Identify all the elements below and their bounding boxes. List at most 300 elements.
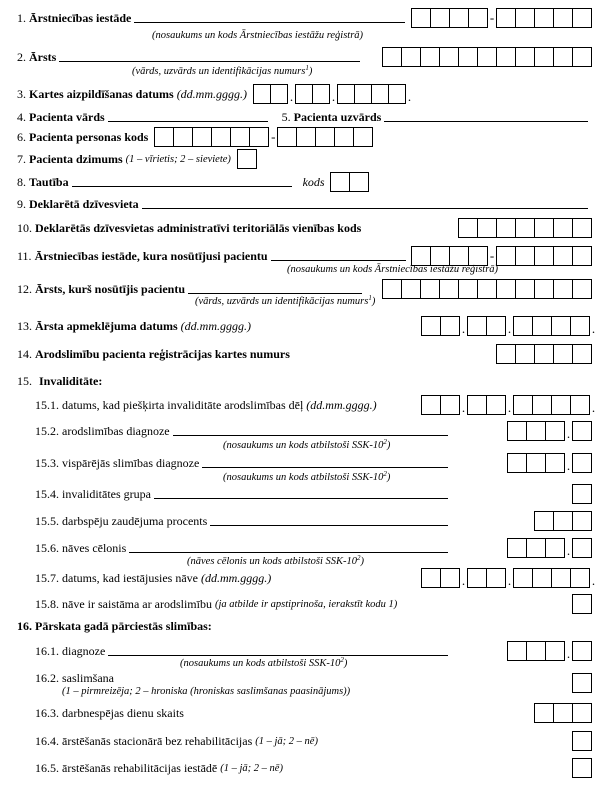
entry-box bbox=[513, 395, 533, 415]
field-2-caption bbox=[132, 66, 312, 78]
field-15-7-number: 15.7. bbox=[35, 570, 59, 585]
field-10-number: 10. bbox=[17, 220, 32, 235]
field-8-code-label: kods bbox=[302, 174, 325, 189]
field-15-6-caption-text: (nāves cēlonis un kods atbilstoši SSK-10 bbox=[187, 556, 358, 567]
entry-box bbox=[534, 218, 554, 238]
entry-box bbox=[534, 47, 554, 67]
entry-box bbox=[515, 279, 535, 299]
entry-box bbox=[477, 47, 497, 67]
field-1-label: Ārstniecības iestāde bbox=[29, 10, 132, 25]
field-1-caption bbox=[152, 30, 363, 42]
entry-box bbox=[468, 246, 488, 266]
field-15-3-caption-text: (nosaukums un kods atbilstoši SSK-10 bbox=[223, 472, 384, 483]
field-9-underline bbox=[142, 194, 588, 209]
section-16-heading bbox=[17, 616, 592, 636]
field-16-1-label: diagnoze bbox=[62, 643, 106, 658]
field-15-4-underline bbox=[154, 484, 448, 499]
footnote-marker: 2 bbox=[383, 470, 387, 478]
entry-box bbox=[354, 84, 372, 104]
field-16-4-hint: (1 – jā; 2 – nē) bbox=[255, 735, 318, 747]
field-16-1-underline bbox=[108, 641, 448, 656]
field-2-label: Ārsts bbox=[29, 49, 57, 64]
dot-separator: . bbox=[566, 543, 571, 558]
field-12-number: 12. bbox=[17, 281, 32, 296]
field-15-3-label: vispārējās slimības diagnoze bbox=[62, 455, 200, 470]
entry-box bbox=[486, 395, 506, 415]
entry-box bbox=[439, 47, 459, 67]
entry-box bbox=[553, 344, 573, 364]
entry-box bbox=[572, 421, 592, 441]
field-8-number: 8. bbox=[17, 174, 26, 189]
entry-box bbox=[401, 279, 421, 299]
field-16-3-number: 16.3. bbox=[35, 705, 59, 720]
field-13-number: 13. bbox=[17, 318, 32, 333]
field-15-2-code-boxes bbox=[507, 421, 592, 441]
field-7-number: 7. bbox=[17, 151, 26, 166]
entry-box bbox=[572, 538, 592, 558]
field-6-code-boxes bbox=[154, 127, 373, 147]
field-12-caption-text: (vārds, uzvārds un identifikācijas numurs bbox=[195, 296, 369, 307]
entry-box bbox=[449, 8, 469, 28]
entry-box bbox=[572, 8, 592, 28]
entry-box bbox=[534, 511, 554, 531]
field-2-id-boxes bbox=[382, 47, 592, 67]
field-15-7-hint: (dd.mm.gggg.) bbox=[200, 570, 272, 585]
field-7-label: Pacienta dzimums bbox=[29, 151, 123, 166]
field-12-underline bbox=[188, 279, 362, 294]
field-15-5-underline bbox=[210, 511, 448, 526]
dot-separator: . bbox=[461, 400, 466, 415]
entry-box bbox=[553, 279, 573, 299]
entry-box bbox=[545, 641, 565, 661]
entry-box bbox=[570, 568, 590, 588]
field-16-5-number: 16.5. bbox=[35, 760, 59, 775]
field-16-1-caption bbox=[180, 658, 347, 670]
entry-box bbox=[572, 47, 592, 67]
field-15-7-date-boxes bbox=[421, 568, 597, 588]
field-1-caption-text: (nosaukums un kods Ārstniecības iestāžu reģistrā) bbox=[152, 30, 364, 41]
entry-box bbox=[572, 344, 592, 364]
field-15-5-row bbox=[35, 511, 592, 531]
entry-box bbox=[249, 127, 269, 147]
entry-box bbox=[507, 421, 527, 441]
field-12-caption bbox=[195, 296, 375, 308]
field-3-label: Kartes aizpildīšanas datums bbox=[29, 86, 174, 101]
field-15-5-percent-boxes bbox=[534, 511, 592, 531]
entry-box bbox=[477, 218, 497, 238]
field-16-3-row bbox=[35, 703, 592, 723]
field-15-2-number: 15.2. bbox=[35, 423, 59, 438]
entry-box bbox=[551, 316, 571, 336]
field-15-8-hint: (ja atbilde ir apstiprinoša, ierakstīt kodu 1) bbox=[214, 598, 398, 610]
entry-box bbox=[515, 47, 535, 67]
entry-box bbox=[315, 127, 335, 147]
entry-box bbox=[295, 84, 313, 104]
field-15-number: 15. bbox=[17, 373, 32, 388]
field-15-2-underline bbox=[173, 421, 448, 436]
entry-box bbox=[553, 8, 573, 28]
field-16-2-code-box bbox=[572, 673, 592, 693]
field-4-number: 4. bbox=[17, 109, 26, 124]
field-15-6-number: 15.6. bbox=[35, 540, 59, 555]
field-11-code-boxes bbox=[411, 246, 592, 266]
field-15-1-hint: (dd.mm.gggg.) bbox=[306, 397, 377, 412]
entry-box bbox=[572, 218, 592, 238]
field-10-label: Deklarētās dzīvesvietas administratīvi teritoriālās vienības kods bbox=[35, 220, 362, 235]
entry-box bbox=[440, 568, 460, 588]
field-14-row bbox=[17, 344, 592, 364]
field-13-date-boxes bbox=[421, 316, 597, 336]
entry-box bbox=[467, 568, 487, 588]
field-1-code-boxes bbox=[411, 8, 592, 28]
entry-box bbox=[401, 47, 421, 67]
field-16-5-hint: (1 – jā; 2 – nē) bbox=[220, 762, 283, 774]
field-4-5-row bbox=[17, 107, 592, 127]
field-16-2-label: saslimšana bbox=[62, 670, 114, 685]
entry-box bbox=[532, 395, 552, 415]
entry-box bbox=[458, 279, 478, 299]
entry-box bbox=[173, 127, 193, 147]
field-16-1-number: 16.1. bbox=[35, 643, 59, 658]
field-11-number: 11. bbox=[17, 248, 32, 263]
field-15-4-code-box bbox=[572, 484, 592, 504]
field-14-label: Arodslimību pacienta reģistrācijas kartes numurs bbox=[35, 346, 290, 361]
field-16-number: 16. bbox=[17, 618, 32, 633]
footnote-marker: 2 bbox=[340, 656, 344, 664]
field-11-caption bbox=[287, 264, 498, 276]
field-15-4-label: invaliditātes grupa bbox=[62, 486, 151, 501]
entry-box bbox=[534, 246, 554, 266]
field-16-4-code-box bbox=[572, 731, 592, 751]
field-15-6-label: nāves cēlonis bbox=[62, 540, 127, 555]
field-6-number: 6. bbox=[17, 129, 26, 144]
entry-box bbox=[496, 279, 516, 299]
dot-separator: . bbox=[331, 89, 336, 104]
field-15-3-code-boxes bbox=[507, 453, 592, 473]
entry-box bbox=[553, 246, 573, 266]
entry-box bbox=[420, 47, 440, 67]
field-12-id-boxes bbox=[382, 279, 592, 299]
field-11-row bbox=[17, 246, 592, 266]
entry-box bbox=[515, 246, 535, 266]
entry-box bbox=[270, 84, 288, 104]
entry-box bbox=[477, 279, 497, 299]
entry-box bbox=[532, 316, 552, 336]
field-8-underline bbox=[72, 172, 292, 187]
footnote-marker: 2 bbox=[383, 438, 387, 446]
entry-box bbox=[440, 316, 460, 336]
field-15-2-caption bbox=[223, 440, 390, 452]
entry-box bbox=[572, 731, 592, 751]
field-16-1-caption-text: (nosaukums un kods atbilstoši SSK-10 bbox=[180, 658, 341, 669]
entry-box bbox=[526, 538, 546, 558]
field-2-caption-text: (vārds, uzvārds un identifikācijas numurs bbox=[132, 66, 306, 77]
field-15-6-code-boxes bbox=[507, 538, 592, 558]
field-15-3-number: 15.3. bbox=[35, 455, 59, 470]
field-15-6-caption bbox=[187, 556, 364, 568]
dot-separator: . bbox=[407, 89, 412, 104]
field-15-5-label: darbspēju zaudējuma procents bbox=[62, 513, 208, 528]
field-11-underline bbox=[271, 246, 406, 261]
entry-box bbox=[330, 172, 350, 192]
entry-box bbox=[192, 127, 212, 147]
entry-box bbox=[154, 127, 174, 147]
field-16-1-code-boxes bbox=[507, 641, 592, 661]
field-11-caption-text: (nosaukums un kods Ārstniecības iestāžu reģistrā) bbox=[287, 264, 499, 275]
entry-box bbox=[296, 127, 316, 147]
entry-box bbox=[515, 218, 535, 238]
field-15-1-row bbox=[35, 395, 597, 415]
field-15-3-row bbox=[35, 453, 592, 473]
entry-box bbox=[411, 246, 431, 266]
field-14-number-boxes bbox=[496, 344, 592, 364]
field-15-4-number: 15.4. bbox=[35, 486, 59, 501]
field-3-hint: (dd.mm.gggg.) bbox=[176, 86, 248, 101]
field-7-row bbox=[17, 149, 592, 169]
entry-box bbox=[496, 47, 516, 67]
footnote-marker: 1 bbox=[305, 64, 309, 72]
entry-box bbox=[349, 172, 369, 192]
entry-box bbox=[449, 246, 469, 266]
field-15-3-caption bbox=[223, 472, 390, 484]
field-3-date-boxes bbox=[253, 84, 413, 104]
entry-box bbox=[486, 316, 506, 336]
field-2-caption-end: ) bbox=[308, 66, 313, 77]
entry-box bbox=[572, 279, 592, 299]
field-8-code-boxes bbox=[330, 172, 369, 192]
dot-separator: . bbox=[591, 400, 596, 415]
entry-box bbox=[534, 703, 554, 723]
entry-box bbox=[211, 127, 231, 147]
field-2-number: 2. bbox=[17, 49, 26, 64]
field-3-number: 3. bbox=[17, 86, 26, 101]
entry-box bbox=[570, 316, 590, 336]
entry-box bbox=[513, 568, 533, 588]
entry-box bbox=[388, 84, 406, 104]
entry-box bbox=[420, 279, 440, 299]
entry-box bbox=[277, 127, 297, 147]
entry-box bbox=[421, 316, 441, 336]
entry-box bbox=[534, 279, 554, 299]
dot-separator: . bbox=[507, 400, 512, 415]
entry-box bbox=[486, 568, 506, 588]
field-16-4-label: ārstēšanās stacionārā bez rehabilitācijas bbox=[62, 733, 253, 748]
footnote-marker: 1 bbox=[368, 294, 372, 302]
entry-box bbox=[526, 641, 546, 661]
field-15-label: Invaliditāte: bbox=[39, 373, 103, 388]
dot-separator: . bbox=[289, 89, 294, 104]
dot-separator: . bbox=[507, 573, 512, 588]
entry-box bbox=[572, 641, 592, 661]
field-15-2-caption-end: ) bbox=[386, 440, 391, 451]
field-7-hint: (1 – vīrietis; 2 – sieviete) bbox=[125, 153, 231, 165]
entry-box bbox=[411, 8, 431, 28]
entry-box bbox=[253, 84, 271, 104]
field-15-8-row bbox=[35, 594, 592, 614]
entry-box bbox=[430, 246, 450, 266]
entry-box bbox=[382, 279, 402, 299]
field-16-5-row bbox=[35, 758, 592, 778]
entry-box bbox=[237, 149, 257, 169]
dash-separator: - bbox=[489, 10, 495, 25]
entry-box bbox=[545, 421, 565, 441]
entry-box bbox=[468, 8, 488, 28]
field-15-8-number: 15.8. bbox=[35, 596, 59, 611]
field-15-1-number: 15.1. bbox=[35, 397, 59, 412]
entry-box bbox=[572, 703, 592, 723]
entry-box bbox=[553, 218, 573, 238]
entry-box bbox=[572, 484, 592, 504]
field-15-8-code-box bbox=[572, 594, 592, 614]
entry-box bbox=[570, 395, 590, 415]
entry-box bbox=[458, 218, 478, 238]
dot-separator: . bbox=[461, 321, 466, 336]
dot-separator: . bbox=[566, 646, 571, 661]
field-5-label: Pacienta uzvārds bbox=[293, 109, 382, 124]
field-15-2-row bbox=[35, 421, 592, 441]
entry-box bbox=[353, 127, 373, 147]
field-12-caption-end: ) bbox=[371, 296, 376, 307]
field-8-label: Tautība bbox=[29, 174, 69, 189]
entry-box bbox=[553, 47, 573, 67]
entry-box bbox=[507, 453, 527, 473]
field-6-label: Pacienta personas kods bbox=[29, 129, 149, 144]
field-5-number: 5. bbox=[281, 109, 291, 124]
field-16-3-days-boxes bbox=[534, 703, 592, 723]
dot-separator: . bbox=[591, 573, 596, 588]
entry-box bbox=[440, 395, 460, 415]
field-7-code-box bbox=[237, 149, 257, 169]
entry-box bbox=[534, 344, 554, 364]
entry-box bbox=[371, 84, 389, 104]
field-10-code-boxes bbox=[458, 218, 592, 238]
field-16-4-row bbox=[35, 731, 592, 751]
field-1-number: 1. bbox=[17, 10, 26, 25]
field-10-row bbox=[17, 218, 592, 238]
entry-box bbox=[572, 594, 592, 614]
entry-box bbox=[572, 453, 592, 473]
entry-box bbox=[572, 511, 592, 531]
entry-box bbox=[507, 538, 527, 558]
entry-box bbox=[545, 538, 565, 558]
field-15-7-row bbox=[35, 568, 597, 588]
field-13-label: Ārsta apmeklējuma datums bbox=[35, 318, 178, 333]
field-15-1-date-boxes bbox=[421, 395, 597, 415]
entry-box bbox=[572, 246, 592, 266]
field-16-4-number: 16.4. bbox=[35, 733, 59, 748]
entry-box bbox=[334, 127, 354, 147]
field-4-underline bbox=[108, 107, 268, 122]
entry-box bbox=[513, 316, 533, 336]
entry-box bbox=[382, 47, 402, 67]
field-15-1-label: datums, kad piešķirta invaliditāte arodslimības dēļ bbox=[62, 397, 304, 412]
field-2-underline bbox=[59, 47, 360, 62]
dot-separator: . bbox=[566, 426, 571, 441]
entry-box bbox=[507, 641, 527, 661]
entry-box bbox=[430, 8, 450, 28]
field-14-number: 14. bbox=[17, 346, 32, 361]
entry-box bbox=[458, 47, 478, 67]
entry-box bbox=[572, 758, 592, 778]
entry-box bbox=[551, 395, 571, 415]
field-16-2-number: 16.2. bbox=[35, 670, 59, 685]
field-15-6-underline bbox=[129, 538, 448, 553]
field-8-row bbox=[17, 172, 592, 192]
dot-separator: . bbox=[566, 458, 571, 473]
field-16-2-caption-text: (1 – pirmreizēja; 2 – hroniska (hroniskas saslimšanas paasinājums)) bbox=[62, 686, 351, 697]
entry-box bbox=[467, 316, 487, 336]
section-15-heading bbox=[17, 371, 592, 391]
field-15-6-row bbox=[35, 538, 592, 558]
entry-box bbox=[551, 568, 571, 588]
entry-box bbox=[532, 568, 552, 588]
field-16-3-label: darbnespējas dienu skaits bbox=[62, 705, 184, 720]
field-1-row bbox=[17, 8, 592, 28]
footnote-marker: 2 bbox=[357, 554, 361, 562]
field-9-label: Deklarētā dzīvesvieta bbox=[29, 196, 139, 211]
dot-separator: . bbox=[461, 573, 466, 588]
entry-box bbox=[496, 344, 516, 364]
field-16-2-caption bbox=[62, 686, 350, 698]
entry-box bbox=[534, 8, 554, 28]
entry-box bbox=[545, 453, 565, 473]
field-15-5-number: 15.5. bbox=[35, 513, 59, 528]
field-1-underline bbox=[134, 8, 405, 23]
field-6-row bbox=[17, 127, 592, 147]
field-4-label: Pacienta vārds bbox=[29, 109, 105, 124]
entry-box bbox=[230, 127, 250, 147]
field-3-row bbox=[17, 84, 592, 104]
dash-separator: - bbox=[489, 248, 495, 263]
entry-box bbox=[496, 8, 516, 28]
field-13-hint: (dd.mm.gggg.) bbox=[180, 318, 251, 333]
field-16-1-caption-end: ) bbox=[343, 658, 348, 669]
entry-box bbox=[515, 344, 535, 364]
dot-separator: . bbox=[507, 321, 512, 336]
entry-box bbox=[496, 246, 516, 266]
entry-box bbox=[337, 84, 355, 104]
field-13-row bbox=[17, 316, 597, 336]
field-5-underline bbox=[384, 107, 588, 122]
field-15-2-label: arodslimības diagnoze bbox=[62, 423, 170, 438]
entry-box bbox=[572, 673, 592, 693]
field-9-row bbox=[17, 194, 592, 214]
field-15-3-underline bbox=[202, 453, 448, 468]
entry-box bbox=[526, 421, 546, 441]
field-15-2-caption-text: (nosaukums un kods atbilstoši SSK-10 bbox=[223, 440, 384, 451]
entry-box bbox=[553, 703, 573, 723]
field-11-label: Ārstniecības iestāde, kura nosūtījusi pacientu bbox=[34, 248, 268, 263]
field-15-3-caption-end: ) bbox=[386, 472, 391, 483]
field-15-8-label: nāve ir saistāma ar arodslimību bbox=[62, 596, 212, 611]
field-16-5-code-box bbox=[572, 758, 592, 778]
entry-box bbox=[312, 84, 330, 104]
dot-separator: . bbox=[591, 321, 596, 336]
entry-box bbox=[467, 395, 487, 415]
field-9-number: 9. bbox=[17, 196, 26, 211]
field-12-label: Ārsts, kurš nosūtījis pacientu bbox=[35, 281, 186, 296]
entry-box bbox=[421, 395, 441, 415]
entry-box bbox=[526, 453, 546, 473]
entry-box bbox=[496, 218, 516, 238]
entry-box bbox=[421, 568, 441, 588]
dash-separator: - bbox=[271, 129, 276, 144]
field-16-5-label: ārstēšanās rehabilitācijas iestādē bbox=[62, 760, 218, 775]
entry-box bbox=[515, 8, 535, 28]
field-15-6-caption-end: ) bbox=[360, 556, 365, 567]
entry-box bbox=[439, 279, 459, 299]
field-15-4-row bbox=[35, 484, 592, 504]
